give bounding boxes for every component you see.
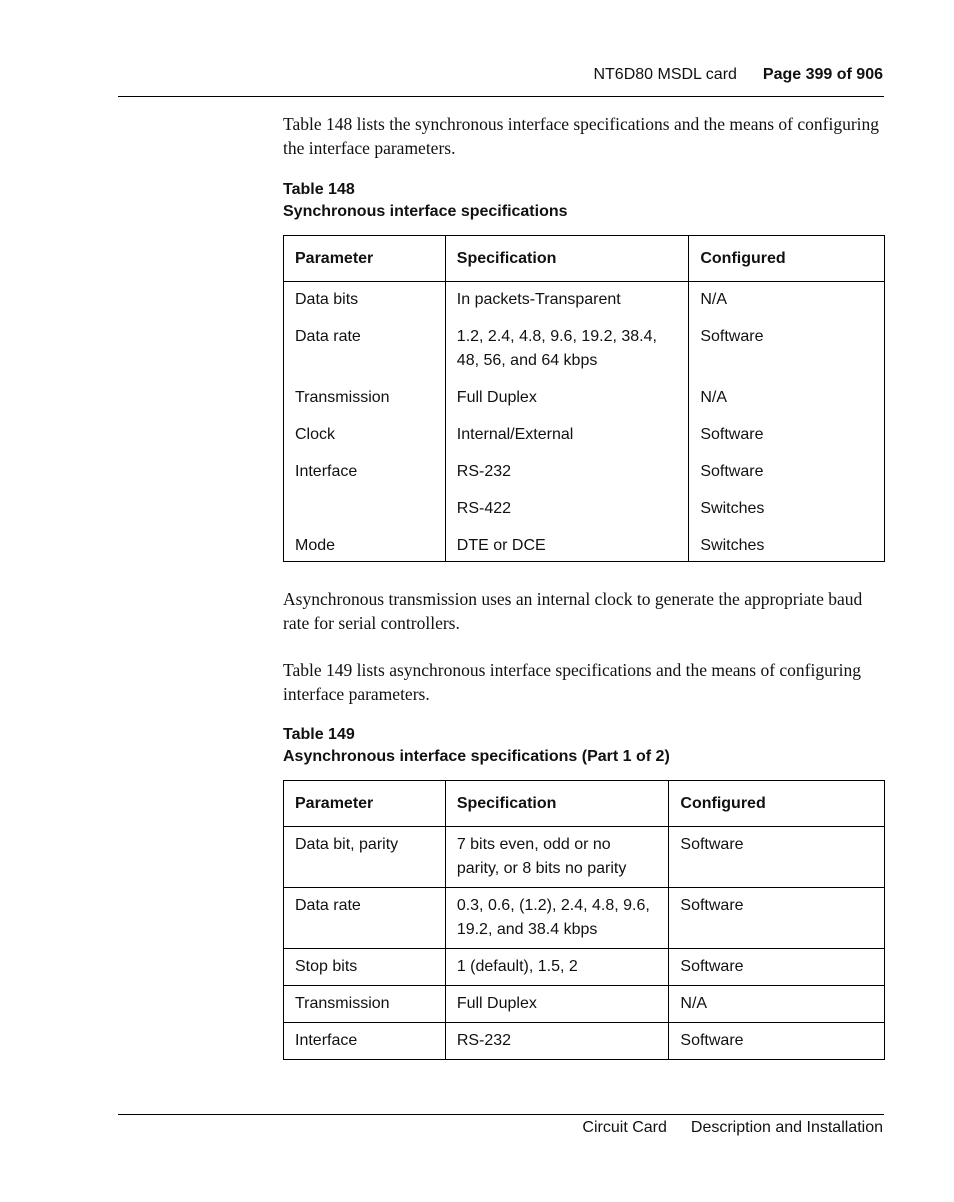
cell-specification: In packets-Transparent	[445, 282, 689, 320]
table-row	[284, 454, 885, 491]
cell-parameter: Stop bits	[284, 949, 446, 986]
cell-configured: Software	[689, 417, 885, 454]
cell-parameter: Transmission	[284, 986, 446, 1023]
cell-configured: Software	[669, 827, 885, 888]
cell-specification: DTE or DCE	[445, 528, 689, 562]
column-header-specification: Specification	[445, 781, 669, 827]
cell-parameter: Interface	[284, 1023, 446, 1060]
cell-specification: 1.2, 2.4, 4.8, 9.6, 19.2, 38.4, 48, 56, and 64 kbps	[445, 319, 689, 380]
cell-parameter: Transmission	[284, 380, 446, 417]
cell-specification: Internal/External	[445, 417, 689, 454]
cell-parameter	[284, 491, 446, 528]
cell-specification: Full Duplex	[445, 380, 689, 417]
cell-configured: Software	[689, 319, 885, 380]
cell-configured: Software	[689, 454, 885, 491]
cell-specification: 1 (default), 1.5, 2	[445, 949, 669, 986]
page-footer	[118, 1114, 884, 1136]
table148-number: Table 148	[283, 181, 355, 198]
footer-section: Circuit Card	[582, 1119, 667, 1136]
cell-configured: N/A	[689, 282, 885, 320]
cell-configured: Software	[669, 888, 885, 949]
cell-configured: N/A	[669, 986, 885, 1023]
cell-configured: Switches	[689, 491, 885, 528]
table-header-row	[284, 236, 885, 282]
cell-specification: RS-422	[445, 491, 689, 528]
table-row	[284, 491, 885, 528]
cell-parameter: Mode	[284, 528, 446, 562]
cell-parameter: Clock	[284, 417, 446, 454]
table-header-row	[284, 781, 885, 827]
cell-parameter: Interface	[284, 454, 446, 491]
cell-configured: Software	[669, 1023, 885, 1060]
cell-configured: N/A	[689, 380, 885, 417]
table-row	[284, 888, 885, 949]
column-header-configured: Configured	[669, 781, 885, 827]
table149-caption	[283, 724, 670, 768]
async-paragraph: Asynchronous transmission uses an internal clock to generate the appropriate baud rate for serial controllers.	[283, 589, 863, 633]
page-header	[118, 66, 884, 97]
footer-right	[582, 1119, 883, 1137]
table-row	[284, 827, 885, 888]
table149-intro-paragraph: Table 149 lists asynchronous interface specifications and the means of configuring interface parameters.	[283, 660, 862, 704]
table-row	[284, 319, 885, 380]
table149-number: Table 149	[283, 726, 355, 743]
cell-specification: RS-232	[445, 454, 689, 491]
cell-parameter: Data bit, parity	[284, 827, 446, 888]
cell-specification: RS-232	[445, 1023, 669, 1060]
table-row	[284, 417, 885, 454]
table-row	[284, 949, 885, 986]
table-row	[284, 1023, 885, 1060]
table149	[283, 780, 885, 1060]
table-row	[284, 380, 885, 417]
table-row	[284, 528, 885, 562]
column-header-specification: Specification	[445, 236, 689, 282]
cell-specification: 0.3, 0.6, (1.2), 2.4, 4.8, 9.6, 19.2, and 38.4 kbps	[445, 888, 669, 949]
table148-caption	[283, 179, 568, 223]
table149-title: Asynchronous interface specifications (Part 1 of 2)	[283, 748, 670, 765]
footer-doc-name: Description and Installation	[690, 1119, 883, 1136]
column-header-configured: Configured	[689, 236, 885, 282]
header-right	[593, 66, 883, 84]
column-header-parameter: Parameter	[284, 781, 446, 827]
cell-parameter: Data rate	[284, 319, 446, 380]
cell-configured: Software	[669, 949, 885, 986]
intro-paragraph: Table 148 lists the synchronous interface specifications and the means of configuring the interface parameters.	[283, 114, 880, 158]
cell-parameter: Data bits	[284, 282, 446, 320]
cell-specification: 7 bits even, odd or no parity, or 8 bits no parity	[445, 827, 669, 888]
column-header-parameter: Parameter	[284, 236, 446, 282]
table-row	[284, 986, 885, 1023]
cell-configured: Switches	[689, 528, 885, 562]
page-number: Page 399 of 906	[762, 66, 883, 83]
table-row	[284, 282, 885, 320]
table148	[283, 235, 885, 562]
table148-title: Synchronous interface specifications	[283, 203, 568, 220]
cell-specification: Full Duplex	[445, 986, 669, 1023]
doc-title: NT6D80 MSDL card	[593, 66, 737, 83]
cell-parameter: Data rate	[284, 888, 446, 949]
